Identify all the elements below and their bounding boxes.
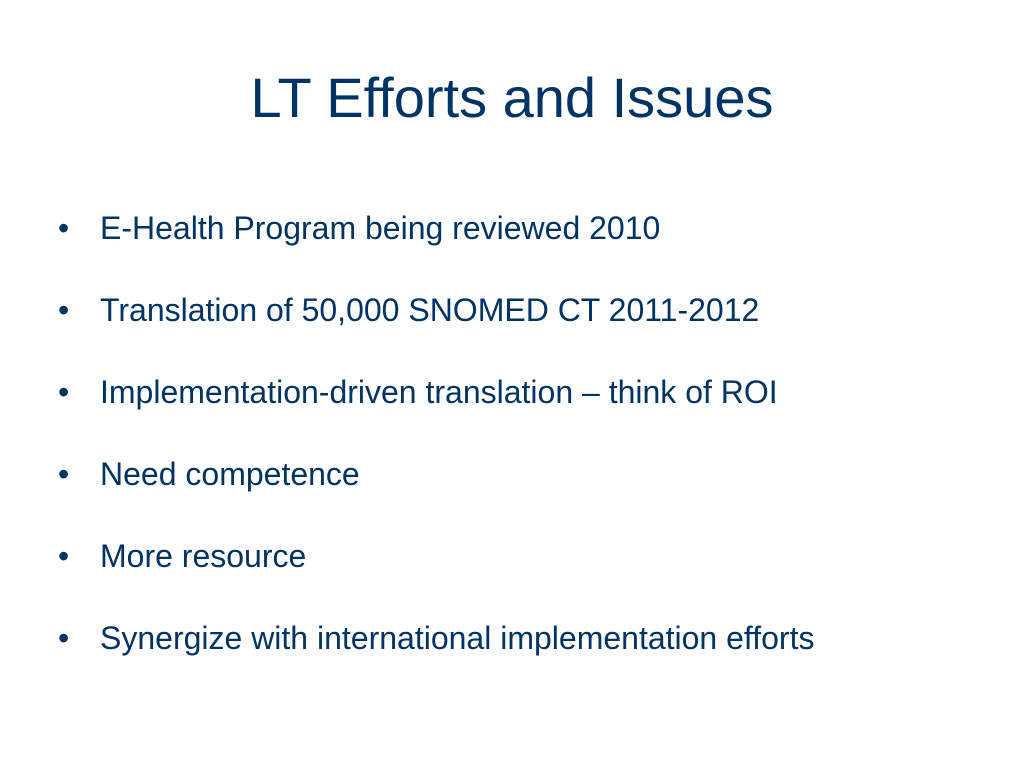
bullet-icon: •: [58, 292, 70, 328]
list-item: [58, 202, 998, 284]
list-item: [58, 284, 998, 366]
bullet-text: Translation of 50,000 SNOMED CT 2011-2012: [100, 292, 760, 328]
slide-title: LT Efforts and Issues: [250, 66, 774, 129]
bullet-text: E-Health Program being reviewed 2010: [100, 210, 661, 246]
bullet-text: More resource: [100, 538, 307, 574]
bullet-icon: •: [58, 374, 70, 410]
list-item: [58, 530, 998, 612]
bullet-text: Need competence: [100, 456, 360, 492]
bullet-text: Implementation-driven translation – think of ROI: [100, 374, 778, 410]
bullet-icon: •: [58, 210, 70, 246]
list-item: [58, 448, 998, 530]
bullet-icon: •: [58, 620, 70, 656]
bullet-icon: •: [58, 456, 70, 492]
bullet-list: [58, 202, 998, 694]
bullet-text: Synergize with international implementation efforts: [100, 620, 815, 656]
list-item: [58, 366, 998, 448]
bullet-icon: •: [58, 538, 70, 574]
list-item: [58, 612, 998, 694]
